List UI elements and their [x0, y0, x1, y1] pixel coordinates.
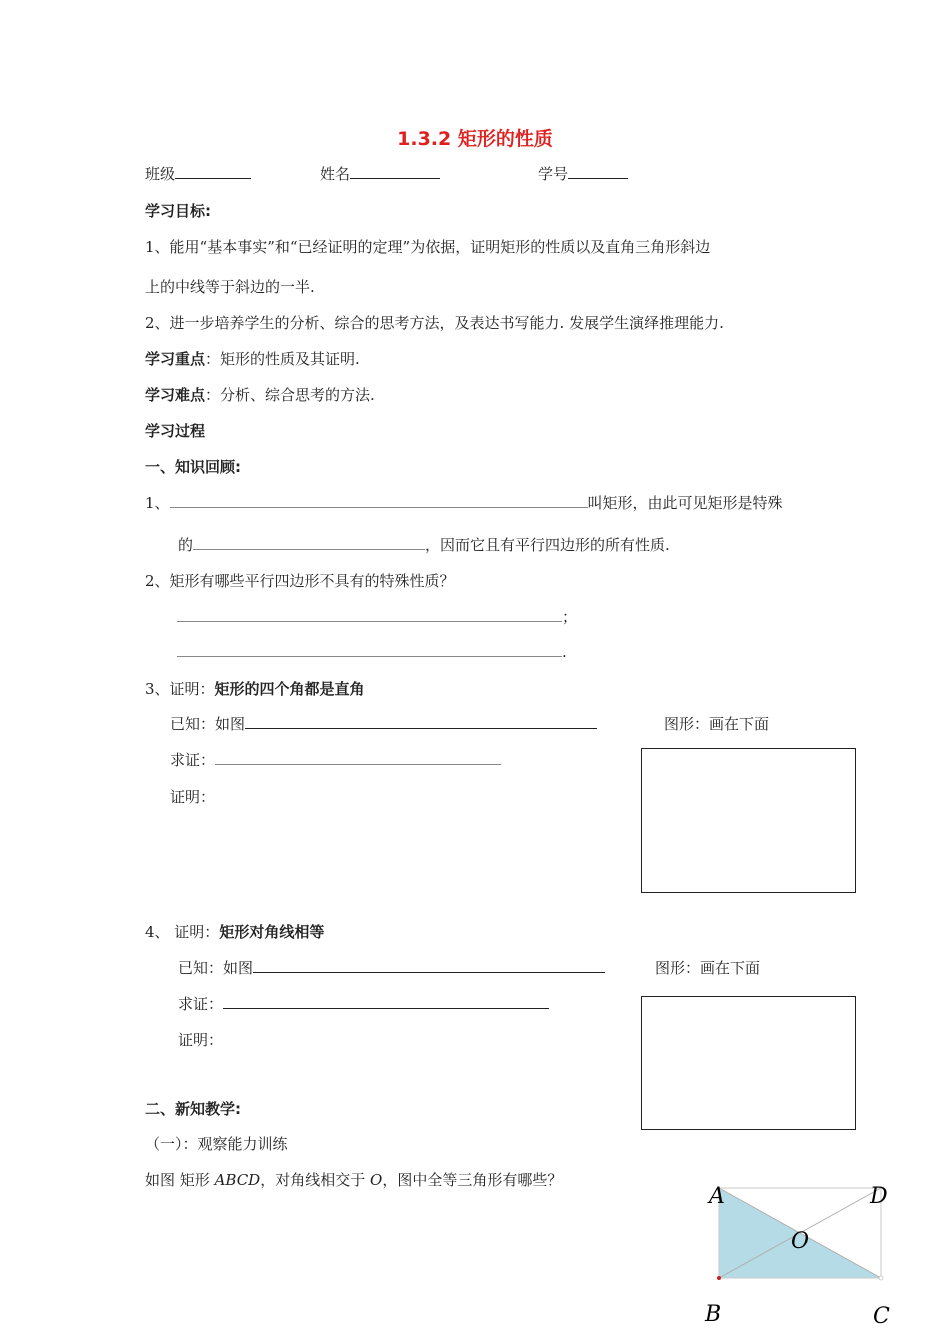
proof4-prove-label: 求证： — [178, 995, 224, 1013]
proof4-given-blank[interactable] — [253, 958, 605, 973]
review-heading: 一、知识回顾: — [145, 458, 241, 476]
proof3-prove-label: 求证： — [170, 751, 216, 769]
review-q1-line2-prefix: 的 — [178, 536, 194, 554]
question-mid: ，对角线相交于 — [260, 1171, 366, 1189]
label-b: B — [705, 1302, 722, 1327]
proof3-heading — [145, 678, 365, 699]
proof3-given-blank[interactable] — [245, 714, 597, 729]
student-no-blank[interactable] — [568, 164, 628, 179]
review-q2-end-1: ； — [562, 608, 578, 626]
new-knowledge-sub: （一）：观察能力训练 — [145, 1135, 288, 1153]
review-q1-prefix: 1、 — [145, 494, 170, 512]
review-q2-blank-2[interactable] — [177, 642, 562, 657]
proof3-prove-blank[interactable] — [215, 750, 501, 765]
review-q1-line2-suffix: ，因而它且有平行四边形的所有性质. — [425, 536, 670, 554]
point-c-dot — [879, 1276, 883, 1280]
process-heading: 学习过程 — [145, 422, 206, 440]
class-blank[interactable] — [175, 164, 251, 179]
new-knowledge-question — [145, 1169, 562, 1190]
review-q2-blank-1[interactable] — [177, 607, 562, 622]
point-b-dot — [717, 1276, 721, 1280]
question-pre: 如图 矩形 — [145, 1171, 210, 1189]
proof4-prove-blank[interactable] — [223, 994, 549, 1009]
proof3-figure-box[interactable] — [641, 748, 856, 893]
class-field — [145, 163, 251, 184]
objective-1-line-1: 1、能用“基本事实”和“已经证明的定理”为依据，证明矩形的性质以及直角三角形斜边 — [145, 238, 711, 256]
proof4-given-label: 已知：如图 — [178, 959, 254, 977]
difficulties — [145, 384, 375, 405]
question-post: ，图中全等三角形有哪些？ — [382, 1171, 563, 1189]
proof3-given-label: 已知：如图 — [170, 715, 246, 733]
question-rect-name: ABCD — [214, 1171, 261, 1189]
proof4-heading — [145, 921, 324, 942]
student-no-field — [538, 163, 628, 184]
review-q1-suffix: 叫矩形，由此可见矩形是特殊 — [587, 494, 783, 512]
proof3-proof-label: 证明： — [170, 788, 216, 806]
label-d: D — [870, 1184, 888, 1209]
objective-1-line-2: 上的中线等于斜边的一半. — [145, 278, 315, 296]
proof3-figure-label: 图形：画在下面 — [664, 715, 770, 733]
name-field — [320, 163, 440, 184]
objective-2: 2、进一步培养学生的分析、综合的思考方法，及表达书写能力. 发展学生演绎推理能力. — [145, 314, 724, 332]
new-knowledge-heading: 二、新知教学: — [145, 1100, 241, 1118]
difficulties-label: 学习难点 — [145, 386, 206, 404]
review-q1-line-1 — [145, 492, 783, 513]
class-label: 班级 — [145, 165, 176, 183]
proof3-claim: 矩形的四个角都是直角 — [214, 680, 365, 698]
review-q2-answer-1 — [177, 606, 577, 627]
review-q2: 2、矩形有哪些平行四边形不具有的特殊性质？ — [145, 572, 455, 590]
proof4-figure-label: 图形：画在下面 — [655, 959, 761, 977]
review-q1-line-2 — [178, 534, 670, 555]
key-points-label: 学习重点 — [145, 350, 206, 368]
label-a: A — [709, 1184, 725, 1209]
review-q1-blank-2[interactable] — [193, 535, 425, 550]
proof4-given — [178, 957, 605, 978]
proof4-prefix: 4、 证明： — [145, 923, 220, 941]
review-q1-blank-1[interactable] — [170, 493, 588, 508]
label-o: O — [791, 1229, 810, 1254]
proof3-given — [170, 713, 597, 734]
label-c: C — [873, 1304, 890, 1329]
name-blank[interactable] — [350, 164, 440, 179]
difficulties-text: ：分析、综合思考的方法. — [205, 386, 375, 404]
review-q2-answer-2 — [177, 642, 567, 661]
review-q2-end-2: . — [562, 643, 567, 661]
proof3-prefix: 3、证明： — [145, 680, 215, 698]
proof3-prove — [170, 749, 501, 770]
name-label: 姓名 — [320, 165, 351, 183]
key-points-text: ：矩形的性质及其证明. — [205, 350, 360, 368]
proof4-figure-box[interactable] — [641, 996, 856, 1130]
rectangle-abcd-figure — [690, 1175, 900, 1335]
proof4-claim: 矩形对角线相等 — [219, 923, 325, 941]
objectives-heading: 学习目标: — [145, 202, 211, 220]
proof4-prove — [178, 993, 549, 1014]
page-title: 1.3.2 矩形的性质 — [397, 128, 553, 150]
key-points — [145, 348, 360, 369]
question-point-o: O — [370, 1171, 383, 1189]
student-no-label: 学号 — [538, 165, 569, 183]
proof4-proof-label: 证明： — [178, 1031, 224, 1049]
